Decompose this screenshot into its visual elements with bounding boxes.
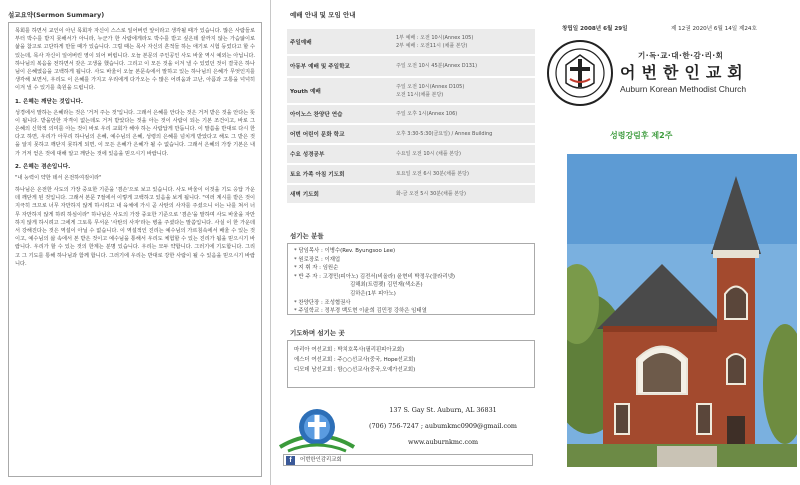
schedule-time: 주일 오전 10시 45분(Annex D131) — [393, 56, 535, 76]
sermon-title: 설교요약(Sermon Summary) — [8, 11, 105, 19]
schedule-name: 주일예배 — [287, 29, 393, 54]
schedule-time: 오후 3:30-5:30(금요일) / Annex Building — [393, 125, 535, 143]
church-website[interactable]: www.auburnkmc.com — [407, 438, 478, 446]
schedule-name: Youth 예배 — [287, 78, 393, 103]
schedule-time: 수요일 오전 10시 (채플 본당) — [393, 145, 535, 163]
staff-line: * 지 휘 자 : 임원순 — [294, 265, 339, 272]
schedule-name: 아동부 예배 및 주일학교 — [287, 56, 393, 76]
schedule-time-line: 오전 11시(채플 본당) — [396, 91, 444, 98]
schedule-name: 새벽 기도회 — [287, 185, 393, 203]
schedule-name: 토요 가족 아침 기도회 — [287, 165, 393, 183]
staff-line: * 담임목사 : 이병수(Rev. Byungsoo Lee) — [294, 248, 396, 254]
schedule-row — [287, 78, 535, 103]
worship-schedule — [287, 27, 535, 205]
staff-line: * 주일학교 : 정부경 백도현 이윤희 김민정 강하은 임태열 — [294, 308, 427, 315]
church-seal — [546, 39, 614, 107]
prayer-title: 기도하며 섬기는 곳 — [290, 329, 345, 337]
prayer-box — [287, 340, 535, 388]
schedule-row — [287, 29, 535, 54]
schedule-name: 수요 성경공부 — [287, 145, 393, 163]
schedule-time-line: 1부 예배 : 오전 10시(Annex 105) — [396, 34, 474, 41]
schedule-time — [393, 78, 535, 103]
denomination-label: 기·독·교·대·한·감·리·회 — [638, 51, 724, 60]
schedule-row — [287, 56, 535, 76]
schedule-time-line: 2부 예배 : 오전11시 (채플 본당) — [396, 42, 468, 49]
schedule-time — [393, 29, 535, 54]
church-name-korean: 어번한인교회 — [620, 63, 749, 82]
facebook-icon: f — [286, 456, 295, 465]
sermon-heading-1: 1. 은혜는 깨닫는 것입니다. — [15, 98, 84, 105]
facebook-page-name: 어번한인감리교회 — [300, 457, 342, 463]
sermon-paragraph-1: 성경에서 말하는 은혜라는 것은 '거저 주는 것'입니다. 그래서 은혜를 안다는 것은 거저 받은 것을 안다는 뜻이 됩니다. 받을만한 자격이 없는데도 거저 받았다는 것을 아는 것이 사람이 되는 기본 조건이고, 바로 그 은혜의 신학적 의미를 아는 것이 바로 우리 교회가 해야 하는 사람답게 만듭니다. 이 말씀을 반대로 다시 한다고 하면, 우리가 아무리 하나님의 은혜, 예수님의 은혜, 성령의 은혜를 넘치게 받았다고 해도 그 받은 것을 알지 못하고 깨닫지 못하게 되면, 이 모든 은혜가 은혜가 될 수 없습니다. 그래서 은혜의 가장 기본은 내가 거저 얻은 것에 대해 알고 깨닫는 것에 있음을 믿으시기 바랍니다. — [15, 109, 255, 157]
church-phone-email: (706) 756-7247 ; aubumkmc0909@gmail.com — [369, 422, 517, 430]
prayer-line: 마리아 여선교회 : 박치호목사(필리핀피아교회) — [294, 347, 405, 353]
schedule-time: 토요일 오전 6시 30분(채플 본당) — [393, 165, 535, 183]
staff-line: * 반 주 자 : 고경민(피아노) 김전서(비올라) 윤현비 박정우(클라리넷) — [294, 273, 456, 280]
prayer-line: 에스더 여선교회 : 주○○선교사(중국, Hope선교회) — [294, 357, 416, 363]
schedule-row — [287, 145, 535, 163]
sermon-box — [8, 22, 262, 477]
prayer-line: 디모데 남선교회 : 함○○선교사(중국,오예가선교회) — [294, 367, 416, 373]
schedule-name: 아이노스 찬양단 연습 — [287, 105, 393, 123]
church-name-english: Auburn Korean Methodist Church — [620, 84, 747, 94]
staff-line: 김해최(트럼펫) 김민재(색소폰) — [350, 282, 423, 289]
schedule-time: 주일 오후 1시(Annex 106) — [393, 105, 535, 123]
schedule-time-line: 주일 오전 10시(Annex D105) — [396, 83, 465, 90]
staff-box — [287, 243, 535, 315]
sermon-paragraph-2: 하나님은 온전한 사도의 가장 중요한 기준을 '겸손'으로 보고 있습니다. 사도 바울이 이것을 기도 응답 가운데 깨닫게 된 것입니다. 그래서 본문 7절에서 이렇게 고백하고 있음을 보게 됩니다. "여러 계시를 받은 것이 지극히 크므로 너무 자만하지 않게 하시려고 내 육체에 가시 곧 사탄의 사자를 주셨으니 이는 나를 쳐서 너무 자만하지 않게 하려 하심이라" 하나님은 사도의 가장 중요한 기준으로 '겸손'을 말하며 사도 바울을 자만하지 않게 하시려고 그에게 그토록 무서운 '사탄의 사자'라는 병을 주셨다는 말씀입니다. 사실 이 한 가운데서 강해진다는 것은 역설이 아닐 수 없습니다. 이 역설적인 진리는 예수님의 가르침속에서 배울 수 있는 것이고, 예수님의 삶 속에서 본 받은 것이고 예수님을 통해서 우리도 체험할 수 있는 진리가 됨을 믿으시기 바랍니다. 우리가 할 수 있는 것의 한계는 분명 있습니다. 우리는 모두 약합니다. 그러기에 기도합니다. 그리고 그 기도를 통해 하나님과 함께 합니다. 그러기에 우리는 반대로 강한 사람이 될 수 있음을 믿으시기 바랍니다. — [15, 187, 255, 267]
staff-line: 김하은(1부 피아노) — [350, 290, 396, 297]
staff-title: 섬기는 분들 — [290, 232, 324, 240]
sermon-intro: 목회를 하면서 교인이 아닌 목회자 자신이 스스로 일어버린 앞이라고 생각될 때가 있습니다. 많은 사람들로부터 박수를 받지 못해서가 아니라, 누군가 한 사람에게라도 박수를 받고 싶은데 끝까지 않는 가슴앓이로 삶을 참고로 고단하게 만들 때가 있습니다. 그럴 때는 목사 자신의 흔적들 하는 애기로 시험 등었다고 할 수 있는데, 목사 자신이 일어버린 영이 되어 버립니다. 오늘 본문의 주인공인 사도 바울 역시 예외는 아닙니다. 하나님의 복음을 전하면서 갖은 고생을 했습니다. 그리고 이 모든 것을 이겨 낼 수 있었던 것이 결국은 하나님이 은혜였음을 고백하게 됩니다. 사도 바울이 오늘 본문속에서 말하고 있는 하나님의 은혜가 무엇인지를 생각해 보면서, 우리도 이 은혜를 가지고 우리에게 다가오는 수 많은 어려움과 고난, 아픔과 고통을 넉넉히 이겨 낼 수 있기를 축원을 드립니다. — [15, 28, 255, 92]
worship-title: 예배 안내 및 모임 안내 — [290, 11, 356, 19]
schedule-name: 어번 어린이 문화 학교 — [287, 125, 393, 143]
founding-date: 창립일 2008년 6월 29일 — [562, 26, 628, 32]
facebook-bar[interactable] — [283, 454, 533, 466]
church-address: 137 S. Gay St. Auburn, AL 36831 — [389, 406, 497, 414]
schedule-row — [287, 125, 535, 143]
sermon-heading-2: 2. 은혜는 겸손입니다. — [15, 163, 71, 170]
staff-line: * 찬양단장 : 조성협권사 — [294, 299, 351, 306]
schedule-time: 화-금 오전 5시 30분(채플 본당) — [393, 185, 535, 203]
staff-line: * 원로장로 : 이재업 — [294, 256, 341, 263]
sermon-quote: "내 능력이 약한 데서 온전하여짐이라" — [15, 174, 102, 181]
schedule-row — [287, 105, 535, 123]
liturgical-sunday: 성령강림후 제2주 — [610, 131, 673, 140]
schedule-row — [287, 165, 535, 183]
methodist-emblem — [278, 395, 356, 453]
schedule-row — [287, 185, 535, 203]
issue-info: 제 12권 2020년 6월 14일 제24호 — [671, 26, 757, 32]
church-building-photo — [567, 154, 797, 467]
sermon-column — [0, 0, 271, 485]
